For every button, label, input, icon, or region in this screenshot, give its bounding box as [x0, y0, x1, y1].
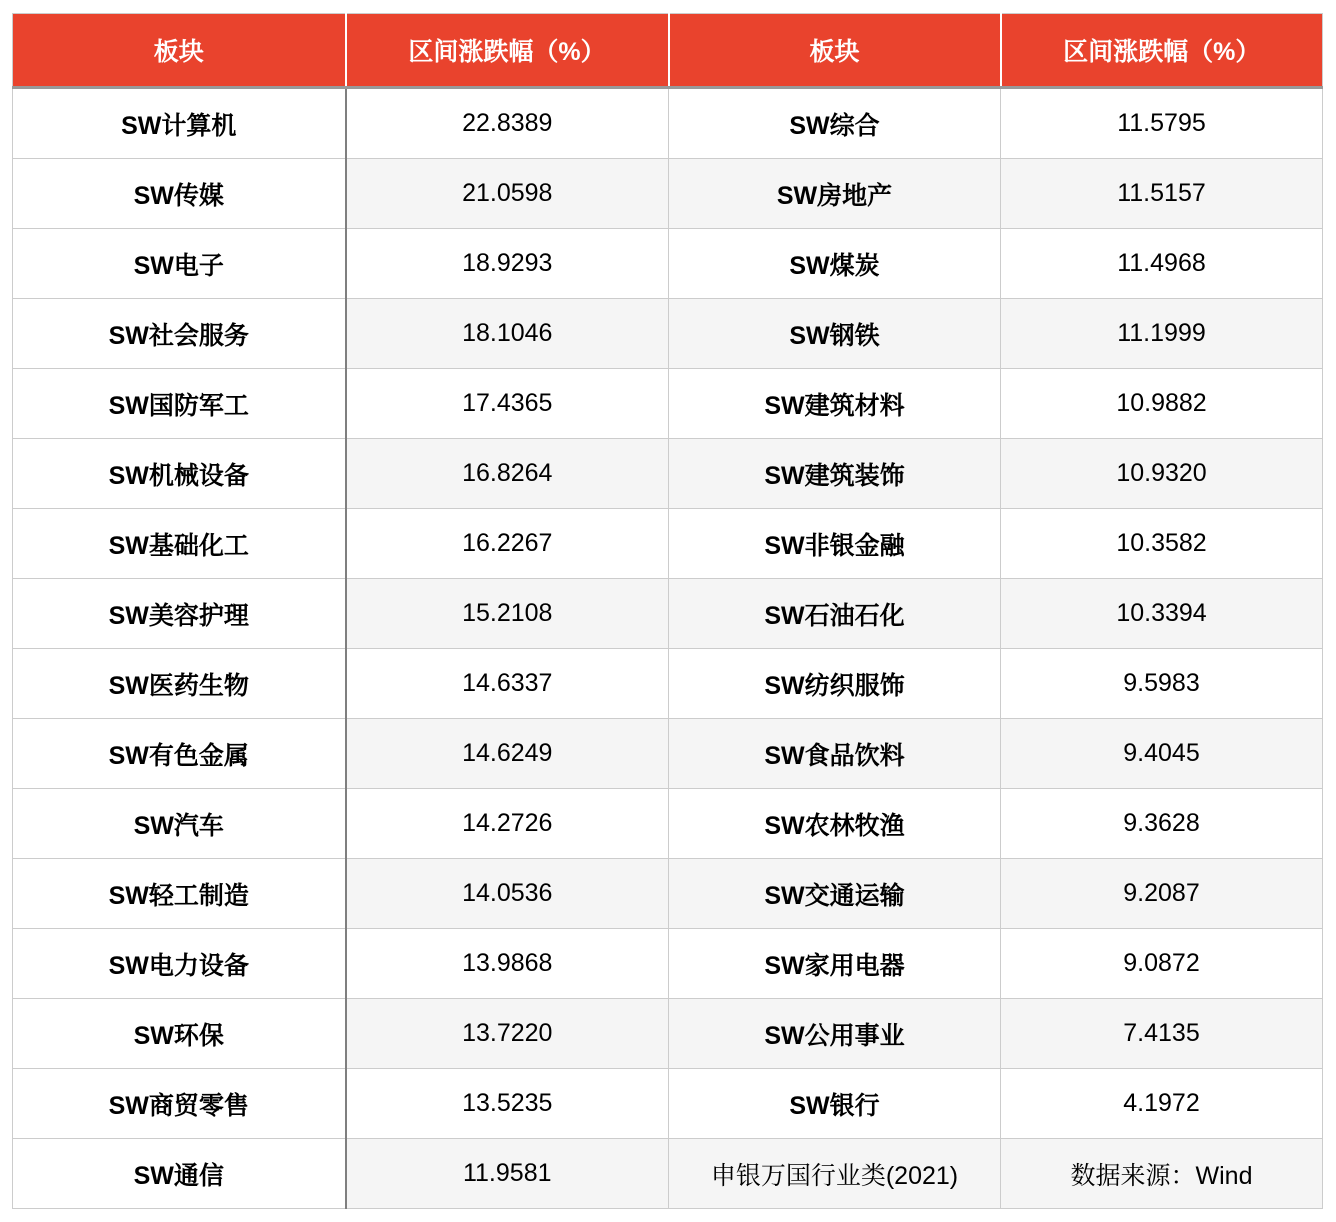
- table-row: [13, 719, 1323, 789]
- sector-name-cell: SW交通运输: [669, 859, 1001, 929]
- table-row: [13, 929, 1323, 999]
- change-value-cell: 10.9882: [1001, 369, 1323, 439]
- sector-name-cell: SW食品饮料: [669, 719, 1001, 789]
- sector-name-cell: SW通信: [13, 1139, 346, 1209]
- sector-name-cell: SW公用事业: [669, 999, 1001, 1069]
- header-sector-left: 板块: [13, 14, 346, 88]
- header-row: [13, 14, 1323, 88]
- sector-change-table: [12, 13, 1323, 1209]
- sector-name-cell: SW非银金融: [669, 509, 1001, 579]
- table-row: [13, 999, 1323, 1069]
- change-value-cell: 13.9868: [346, 929, 669, 999]
- sector-name-cell: SW商贸零售: [13, 1069, 346, 1139]
- change-value-cell: 14.0536: [346, 859, 669, 929]
- table-row: [13, 159, 1323, 229]
- sector-name-cell: SW医药生物: [13, 649, 346, 719]
- change-value-cell: 11.4968: [1001, 229, 1323, 299]
- change-value-cell: 9.4045: [1001, 719, 1323, 789]
- change-value-cell: 13.5235: [346, 1069, 669, 1139]
- change-value-cell: 9.5983: [1001, 649, 1323, 719]
- change-value-cell: 9.0872: [1001, 929, 1323, 999]
- change-value-cell: 14.6249: [346, 719, 669, 789]
- change-value-cell: 10.3394: [1001, 579, 1323, 649]
- sector-name-cell: SW计算机: [13, 88, 346, 159]
- sector-name-cell: SW建筑材料: [669, 369, 1001, 439]
- change-value-cell: 11.9581: [346, 1139, 669, 1209]
- sector-name-cell: SW传媒: [13, 159, 346, 229]
- change-value-cell: 11.1999: [1001, 299, 1323, 369]
- table-row: [13, 439, 1323, 509]
- change-value-cell: 11.5157: [1001, 159, 1323, 229]
- data-source-cell: 数据来源：Wind: [1001, 1139, 1323, 1209]
- change-value-cell: 13.7220: [346, 999, 669, 1069]
- change-value-cell: 21.0598: [346, 159, 669, 229]
- sector-name-cell: SW美容护理: [13, 579, 346, 649]
- table-row: [13, 88, 1323, 159]
- table-row: [13, 229, 1323, 299]
- sector-name-cell: SW机械设备: [13, 439, 346, 509]
- sector-name-cell: SW煤炭: [669, 229, 1001, 299]
- table-row: [13, 369, 1323, 439]
- change-value-cell: 18.1046: [346, 299, 669, 369]
- change-value-cell: 9.3628: [1001, 789, 1323, 859]
- header-sector-right: 板块: [669, 14, 1001, 88]
- table-row: [13, 509, 1323, 579]
- sector-name-cell: SW电力设备: [13, 929, 346, 999]
- change-value-cell: 11.5795: [1001, 88, 1323, 159]
- sector-name-cell: SW纺织服饰: [669, 649, 1001, 719]
- sector-name-cell: SW有色金属: [13, 719, 346, 789]
- change-value-cell: 17.4365: [346, 369, 669, 439]
- sector-name-cell: SW汽车: [13, 789, 346, 859]
- change-value-cell: 10.9320: [1001, 439, 1323, 509]
- sector-name-cell: SW家用电器: [669, 929, 1001, 999]
- table-row: [13, 789, 1323, 859]
- sector-name-cell: SW农林牧渔: [669, 789, 1001, 859]
- change-value-cell: 14.6337: [346, 649, 669, 719]
- change-value-cell: 16.8264: [346, 439, 669, 509]
- sector-name-cell: SW基础化工: [13, 509, 346, 579]
- sector-name-cell: SW银行: [669, 1069, 1001, 1139]
- sector-name-cell: SW钢铁: [669, 299, 1001, 369]
- header-change-left: 区间涨跌幅（%）: [346, 14, 669, 88]
- change-value-cell: 15.2108: [346, 579, 669, 649]
- table-row: [13, 299, 1323, 369]
- change-value-cell: 22.8389: [346, 88, 669, 159]
- sector-name-cell: SW房地产: [669, 159, 1001, 229]
- table-row-footer: [13, 1139, 1323, 1209]
- sector-name-cell: SW环保: [13, 999, 346, 1069]
- header-change-right: 区间涨跌幅（%）: [1001, 14, 1323, 88]
- change-value-cell: 16.2267: [346, 509, 669, 579]
- sector-name-cell: SW综合: [669, 88, 1001, 159]
- table-row: [13, 649, 1323, 719]
- classification-note-cell: 申银万国行业类(2021): [669, 1139, 1001, 1209]
- change-value-cell: 9.2087: [1001, 859, 1323, 929]
- sector-name-cell: SW电子: [13, 229, 346, 299]
- table-row: [13, 1069, 1323, 1139]
- change-value-cell: 7.4135: [1001, 999, 1323, 1069]
- change-value-cell: 18.9293: [346, 229, 669, 299]
- table-row: [13, 579, 1323, 649]
- sector-name-cell: SW石油石化: [669, 579, 1001, 649]
- change-value-cell: 10.3582: [1001, 509, 1323, 579]
- sector-name-cell: SW轻工制造: [13, 859, 346, 929]
- table-row: [13, 859, 1323, 929]
- sector-name-cell: SW建筑装饰: [669, 439, 1001, 509]
- sector-name-cell: SW社会服务: [13, 299, 346, 369]
- change-value-cell: 14.2726: [346, 789, 669, 859]
- sector-name-cell: SW国防军工: [13, 369, 346, 439]
- change-value-cell: 4.1972: [1001, 1069, 1323, 1139]
